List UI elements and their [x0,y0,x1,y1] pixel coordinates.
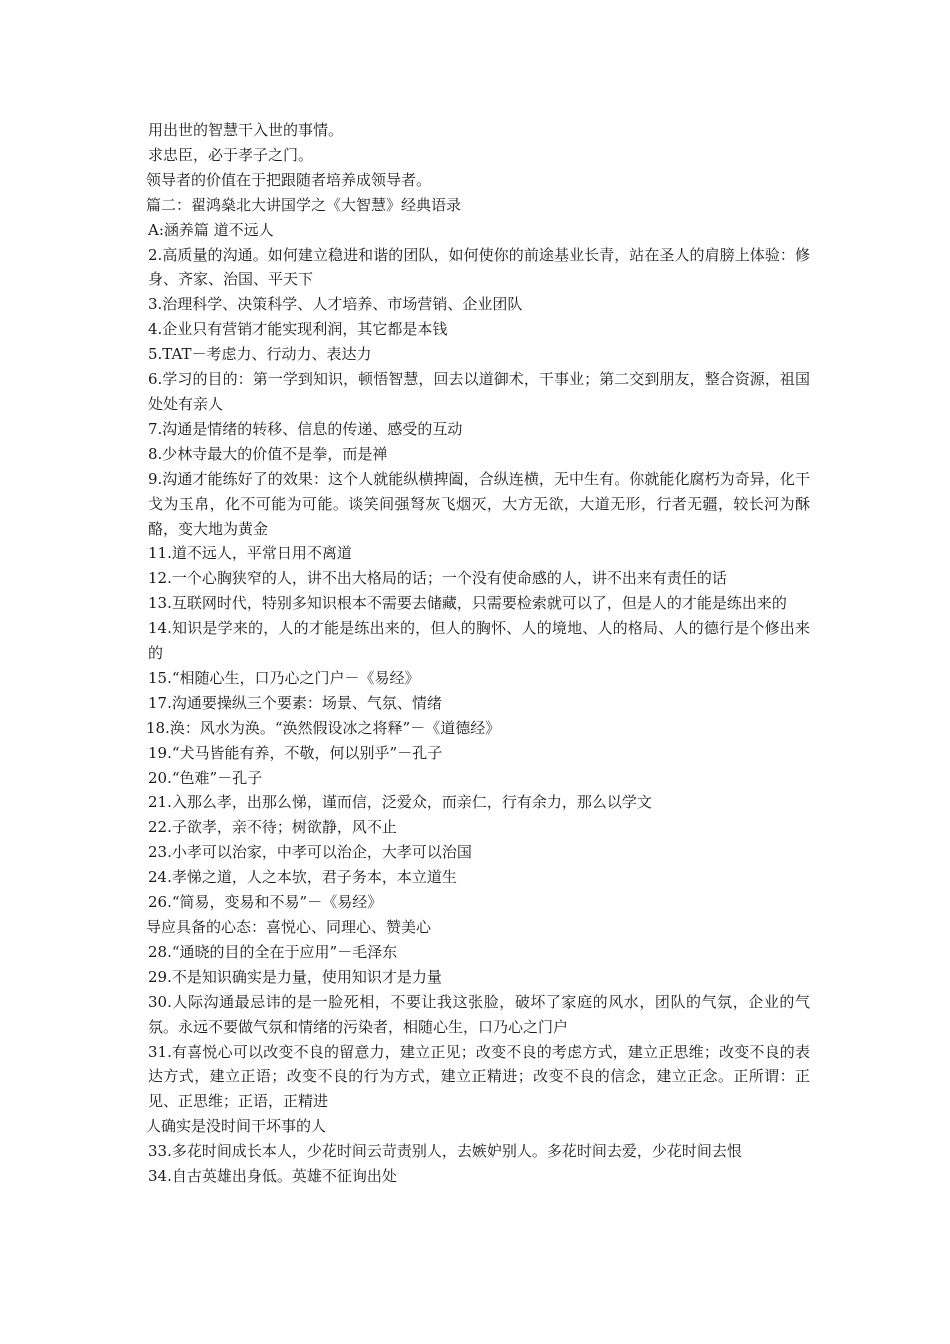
text-paragraph: 13.互联网时代，特别多知识根本不需要去储藏，只需要检索就可以了，但是人的才能是练出来的 [148,594,787,613]
text-paragraph: 34.自古英雄出身低。英雄不征询出处 [148,1167,397,1186]
text-paragraph: 5.TAT－考虑力、行动力、表达力 [148,345,372,364]
text-paragraph: 4.企业只有营销才能实现利润，其它都是本钱 [148,320,448,339]
text-paragraph: 31.有喜悦心可以改变不良的留意力，建立正见；改变不良的考虑方式，建立正思维；改变不良的表达方式，建立正语；改变不良的行为方式，建立正精进；改变不良的信念，建立正念。正所谓：正见、正思维；正语，正精进 [148,1042,810,1111]
text-paragraph: 33.多花时间成长本人，少花时间云苛责别人，去嫉妒别人。多花时间去爱，少花时间去恨 [148,1142,742,1161]
text-paragraph: 3.治理科学、决策科学、人才培养、市场营销、企业团队 [148,295,523,314]
text-paragraph: 导应具备的心态：喜悦心、同理心、赞美心 [146,918,432,936]
text-paragraph: 12.一个心胸狭窄的人，讲不出大格局的话；一个没有使命感的人，讲不出来有责任的话 [148,569,727,588]
text-paragraph: 23.小孝可以治家，中孝可以治企，大孝可以治国 [148,843,472,862]
text-paragraph: 14.知识是学来的，人的才能是练出来的，但人的胸怀、人的境地、人的格局、人的德行是个修出来的 [148,619,810,663]
text-paragraph: 24.孝悌之道，人之本欤，君子务本，本立道生 [148,868,457,887]
text-paragraph: 求忠臣，必于孝子之门。 [148,145,314,164]
text-paragraph: 30.人际沟通最忌讳的是一脸死相，不要让我这张脸，破坏了家庭的风水，团队的气氛，企业的气氛。永远不要做气氛和情绪的污染者，相随心生，口乃心之门户 [148,992,810,1036]
text-paragraph: 2.高质量的沟通。如何建立稳进和谐的团队，如何使你的前途基业长青，站在圣人的肩膀上体验：修身、齐家、治国、平天下 [148,245,810,289]
text-paragraph: 11.道不远人，平常日用不离道 [148,544,352,563]
text-paragraph: 29.不是知识确实是力量，使用知识才是力量 [148,967,442,986]
text-paragraph: 21.入那么孝，出那么悌，谨而信，泛爱众，而亲仁，行有余力，那么以学文 [148,793,652,812]
text-paragraph: 9.沟通才能练好了的效果：这个人就能纵横捭阖，合纵连横，无中生有。你就能化腐朽为奇异，化干戈为玉帛，化不可能为可能。谈笑间强弩灰飞烟灭，大方无欲，大道无形，行者无疆，较长河为酥酪，变大地为黄金 [148,469,810,538]
text-paragraph: A:涵养篇 道不远人 [148,220,274,239]
text-paragraph: 18.涣：风水为涣。“涣然假设冰之将释”－《道德经》 [146,718,501,737]
text-paragraph: 用出世的智慧干入世的事情。 [148,121,344,139]
text-paragraph: 7.沟通是情绪的转移、信息的传递、感受的互动 [148,419,463,438]
text-paragraph: 领导者的价值在于把跟随者培养成领导者。 [146,170,432,189]
text-paragraph: 人确实是没时间干坏事的人 [146,1117,327,1136]
text-paragraph: 19.“犬马皆能有养，不敬，何以别乎”－孔子 [148,743,443,762]
document-body [146,118,810,1189]
text-paragraph: 22.子欲孝，亲不待；树欲静，风不止 [148,818,397,837]
text-paragraph: 15.“相随心生，口乃心之门户－《易经》 [148,668,420,687]
text-paragraph: 17.沟通要操纵三个要素：场景、气氛、情绪 [148,693,442,712]
text-paragraph: 8.少林寺最大的价值不是拳，而是禅 [148,444,388,463]
text-paragraph: 20.“色难”－孔子 [148,768,263,787]
text-paragraph: 28.“通晓的目的全在于应用”－毛泽东 [148,942,398,961]
text-paragraph: 6.学习的目的：第一学到知识，顿悟智慧，回去以道御术，干事业；第二交到朋友，整合资源，祖国处处有亲人 [148,370,810,413]
text-paragraph: 26.“简易，变易和不易”－《易经》 [148,893,383,912]
text-paragraph: 篇二：翟鸿燊北大讲国学之《大智慧》经典语录 [146,195,462,214]
